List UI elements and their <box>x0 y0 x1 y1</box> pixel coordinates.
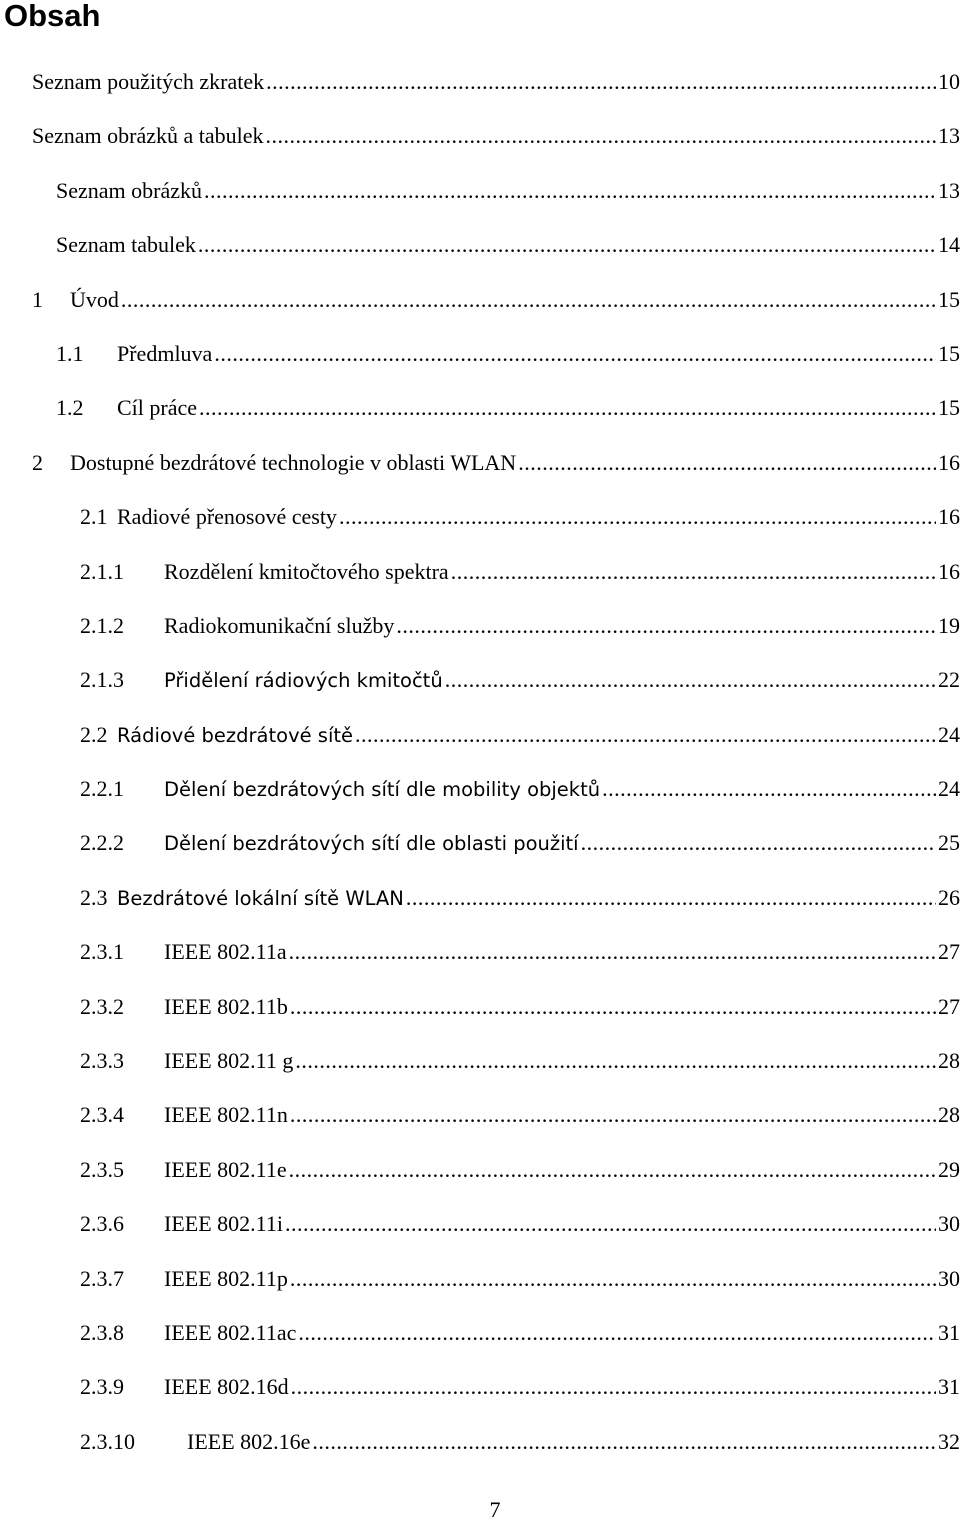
toc-entry-page: 30 <box>938 1211 960 1237</box>
dot-leader <box>285 1204 936 1244</box>
toc-entry-title: Radiokomunikační služby <box>164 612 395 638</box>
toc-entry-title: Seznam použitých zkratek <box>32 69 265 94</box>
dot-leader <box>289 932 936 972</box>
toc-entry-page: 27 <box>938 939 960 965</box>
toc-entry-page: 31 <box>938 1374 960 1400</box>
toc-entry-title: Radiové přenosové cesty <box>117 504 337 530</box>
toc-entry-title: Cíl práce <box>117 395 198 421</box>
toc-entry[interactable] <box>0 334 960 388</box>
toc-entry[interactable] <box>0 660 960 714</box>
toc-entry-number: 2.3.9 <box>80 1374 124 1400</box>
toc-entry-title: Seznam tabulek <box>56 232 196 258</box>
toc-entry[interactable] <box>0 388 960 442</box>
dot-leader <box>291 1367 936 1407</box>
toc-entry-number: 2.2.2 <box>80 830 124 856</box>
dot-leader <box>312 1422 936 1462</box>
dot-leader <box>204 171 936 211</box>
toc-entry-title: IEEE 802.11n <box>164 1102 288 1128</box>
toc-entry-title: IEEE 802.11ac <box>164 1319 297 1345</box>
dot-leader <box>266 116 936 156</box>
dot-leader <box>214 334 936 374</box>
toc-entry-number: 2.3.6 <box>80 1211 124 1237</box>
table-of-contents <box>0 62 960 1476</box>
toc-entry[interactable] <box>0 606 960 660</box>
dot-leader <box>581 823 936 863</box>
toc-entry-page: 10 <box>938 69 960 94</box>
toc-entry[interactable] <box>0 116 960 170</box>
toc-entry[interactable] <box>0 225 960 279</box>
dot-leader <box>198 225 936 265</box>
toc-entry-number: 2.1.2 <box>80 612 124 638</box>
toc-entry[interactable] <box>0 497 960 551</box>
toc-entry-page: 24 <box>938 776 960 802</box>
toc-entry-title: Dělení bezdrátových sítí dle oblasti použití <box>164 832 579 856</box>
dot-leader <box>339 497 936 537</box>
toc-entry-title: Seznam obrázků a tabulek <box>32 123 264 149</box>
toc-entry-number: 2.3.5 <box>80 1156 124 1182</box>
dot-leader <box>445 660 936 700</box>
toc-entry-number: 2.3.2 <box>80 993 124 1019</box>
toc-entry-number: 2.3.10 <box>80 1428 135 1454</box>
toc-entry-title: Rozdělení kmitočtového spektra <box>164 558 449 584</box>
toc-entry[interactable] <box>0 1095 960 1149</box>
toc-entry-title: IEEE 802.16d <box>164 1374 289 1400</box>
toc-entry-title: IEEE 802.11p <box>164 1265 288 1291</box>
dot-leader <box>199 388 936 428</box>
dot-leader <box>290 1259 936 1299</box>
toc-entry-title: Rádiové bezdrátové sítě <box>117 723 354 747</box>
toc-entry[interactable] <box>0 62 960 116</box>
dot-leader <box>295 1041 936 1081</box>
toc-entry-page: 14 <box>938 232 960 258</box>
toc-entry-title: Dostupné bezdrátové technologie v oblasti WLAN <box>70 449 517 475</box>
toc-entry-number: 2.3.8 <box>80 1319 124 1345</box>
dot-leader <box>396 606 936 646</box>
dot-leader <box>355 715 936 755</box>
toc-entry-title: IEEE 802.11 g <box>164 1048 294 1074</box>
toc-entry-title: Seznam obrázků <box>56 177 202 203</box>
dot-leader <box>289 1150 936 1190</box>
dot-leader <box>290 1095 936 1135</box>
toc-entry[interactable] <box>0 1259 960 1313</box>
toc-entry-number: 2 <box>32 449 43 475</box>
toc-entry-number: 2.1.3 <box>80 667 124 693</box>
toc-entry-title: IEEE 802.11i <box>164 1211 283 1237</box>
toc-entry-number: 2.3.7 <box>80 1265 124 1291</box>
toc-entry-title: Přidělení rádiových kmitočtů <box>164 669 443 693</box>
toc-entry-number: 1.1 <box>56 340 84 366</box>
toc-entry[interactable] <box>0 715 960 769</box>
page-title: Obsah <box>4 0 101 33</box>
dot-leader <box>518 443 936 483</box>
toc-entry-title: Úvod <box>70 286 119 312</box>
toc-entry-number: 2.3 <box>80 884 108 910</box>
toc-entry-page: 22 <box>938 667 960 693</box>
toc-entry-title: IEEE 802.11b <box>164 993 288 1019</box>
toc-entry[interactable] <box>0 987 960 1041</box>
toc-entry[interactable] <box>0 1204 960 1258</box>
page-number: 7 <box>489 1497 501 1522</box>
toc-entry[interactable] <box>0 932 960 986</box>
toc-entry-page: 28 <box>938 1048 960 1074</box>
toc-entry-number: 2.3.3 <box>80 1048 124 1074</box>
toc-entry-page: 15 <box>938 286 960 312</box>
toc-entry[interactable] <box>0 443 960 497</box>
toc-entry[interactable] <box>0 1422 960 1476</box>
toc-entry-number: 1 <box>32 286 43 312</box>
toc-entry-page: 27 <box>938 993 960 1019</box>
dot-leader <box>602 769 936 809</box>
toc-entry-title: Předmluva <box>117 340 213 366</box>
dot-leader <box>121 280 936 320</box>
toc-entry-page: 31 <box>938 1319 960 1345</box>
toc-entry-page: 26 <box>938 884 960 910</box>
toc-entry[interactable] <box>0 1150 960 1204</box>
toc-entry-page: 15 <box>938 395 960 421</box>
toc-entry-page: 13 <box>938 123 960 149</box>
toc-entry-page: 15 <box>938 340 960 366</box>
dot-leader <box>406 878 936 918</box>
toc-entry-page: 24 <box>938 721 960 747</box>
toc-entry-page: 28 <box>938 1102 960 1128</box>
toc-entry-number: 2.3.1 <box>80 939 124 965</box>
toc-entry-page: 29 <box>938 1156 960 1182</box>
toc-entry-number: 2.2.1 <box>80 776 124 802</box>
toc-entry-number: 2.1.1 <box>80 558 124 584</box>
toc-entry-title: Bezdrátové lokální sítě WLAN <box>117 886 404 910</box>
toc-entry-number: 1.2 <box>56 395 84 421</box>
toc-entry[interactable] <box>0 1041 960 1095</box>
toc-entry-title: IEEE 802.11e <box>164 1156 287 1182</box>
toc-entry[interactable] <box>0 552 960 606</box>
toc-entry-title: IEEE 802.16e <box>187 1428 311 1454</box>
toc-entry[interactable] <box>0 1367 960 1421</box>
toc-entry-page: 13 <box>938 177 960 203</box>
toc-entry[interactable] <box>0 171 960 225</box>
dot-leader <box>298 1313 936 1353</box>
toc-entry[interactable] <box>0 769 960 823</box>
toc-entry[interactable] <box>0 1313 960 1367</box>
dot-leader <box>451 552 936 592</box>
toc-entry[interactable] <box>0 280 960 334</box>
toc-entry-page: 16 <box>938 449 960 475</box>
toc-entry-page: 30 <box>938 1265 960 1291</box>
dot-leader <box>290 987 936 1027</box>
toc-entry[interactable] <box>0 878 960 932</box>
toc-entry-page: 16 <box>938 558 960 584</box>
toc-entry-page: 16 <box>938 504 960 530</box>
toc-entry-page: 19 <box>938 612 960 638</box>
toc-entry-page: 32 <box>938 1428 960 1454</box>
toc-entry-page: 25 <box>938 830 960 856</box>
toc-entry-title: IEEE 802.11a <box>164 939 287 965</box>
toc-entry-title: Dělení bezdrátových sítí dle mobility objektů <box>164 778 601 802</box>
toc-entry[interactable] <box>0 823 960 877</box>
toc-entry-number: 2.2 <box>80 721 108 747</box>
toc-entry-number: 2.3.4 <box>80 1102 124 1128</box>
toc-entry-number: 2.1 <box>80 504 108 530</box>
dot-leader <box>266 62 936 102</box>
